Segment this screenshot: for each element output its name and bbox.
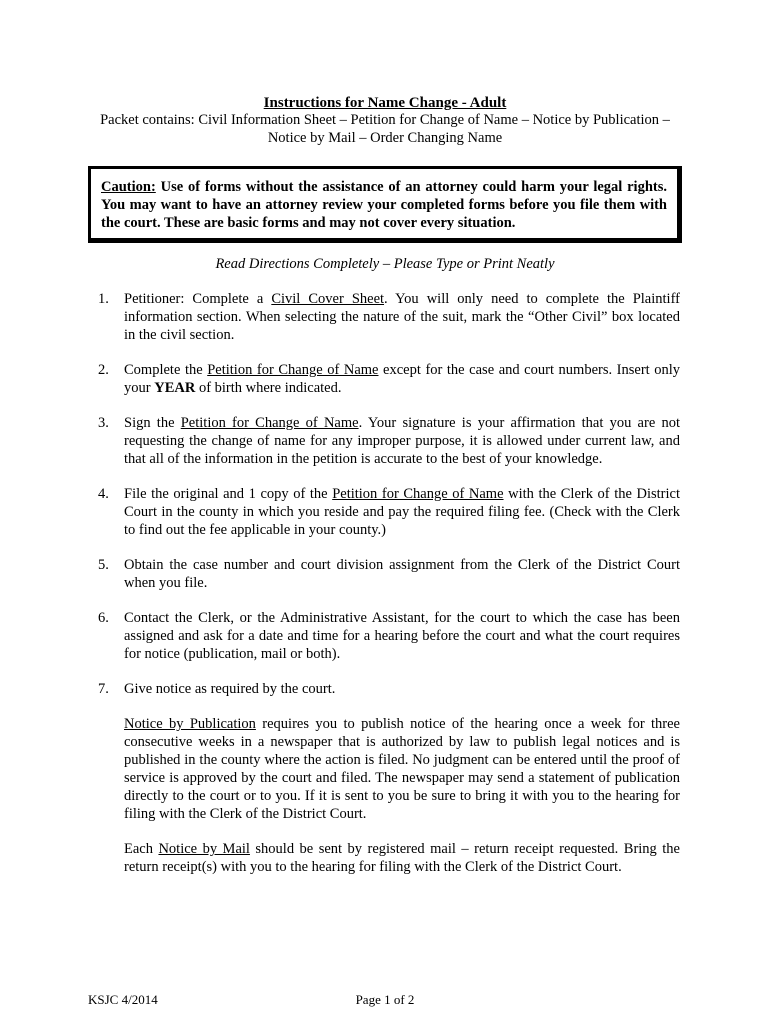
instruction-item-4 <box>98 485 680 539</box>
instruction-item-1 <box>98 290 680 344</box>
year-emphasis: YEAR <box>154 380 196 396</box>
item-number: 4. <box>98 486 109 502</box>
document-title: Instructions for Name Change - Adult <box>263 95 507 111</box>
civil-cover-sheet-reference: Civil Cover Sheet <box>271 291 385 307</box>
page-number: Page 1 of 2 <box>355 992 415 1007</box>
item-text: Obtain the case number and court division assignment from the Clerk of the District Court when you file. <box>124 557 680 591</box>
read-directions-note: Read Directions Completely – Please Type or Print Neatly <box>215 256 555 272</box>
petition-reference: Petition for Change of Name <box>207 362 379 378</box>
caution-text: Use of forms without the assistance of an attorney could harm your legal rights. You may want to have an attorney review your completed forms before you file them with the court. These are basic forms and may not cover every situation. <box>101 179 667 231</box>
item-text: of birth where indicated. <box>195 380 342 396</box>
caution-label: Caution: <box>101 179 156 195</box>
petition-reference: Petition for Change of Name <box>180 415 359 431</box>
notice-by-mail-paragraph <box>98 840 680 876</box>
instruction-item-3 <box>98 414 680 468</box>
caution-box <box>88 166 682 243</box>
item-text: Contact the Clerk, or the Administrative Assistant, for the court to which the case has been assigned and ask for a date and time for a hearing before the court and what the court requires for notice (publication, mail or both). <box>124 610 680 662</box>
item-text: Give notice as required by the court. <box>124 681 336 697</box>
item-text: Complete the <box>124 362 208 378</box>
item-number: 7. <box>98 681 109 697</box>
item-number: 2. <box>98 362 109 378</box>
paragraph-text: Each <box>124 841 159 857</box>
item-text: Petitioner: Complete a <box>124 291 272 307</box>
instructions-list <box>98 290 680 893</box>
item-text: File the original and 1 copy of the <box>124 486 333 502</box>
item-text: . Your signature is your affirmation that you are not requesting the change of name for any improper purpose, it is allowed under current law, and that all of the information in the petition is accurate to the best of your knowledge. <box>124 415 680 467</box>
paragraph-text: should be sent by registered mail – return receipt requested. Bring the return receipt(s) with you to the hearing for filing with the Clerk of the District Court. <box>124 841 680 875</box>
petition-reference: Petition for Change of Name <box>332 486 504 502</box>
notice-by-publication-paragraph <box>98 715 680 823</box>
notice-by-mail-reference: Notice by Mail <box>158 841 250 857</box>
instruction-item-7 <box>98 680 680 698</box>
item-number: 1. <box>98 291 109 307</box>
item-text: with the Clerk of the District Court in the county in which you reside and pay the required filing fee. (Check with the Clerk to find out the fee applicable in your county.) <box>124 486 681 538</box>
item-text: . You will only need to complete the Plaintiff information section. When selecting the nature of the suit, mark the “Other Civil” box located in the civil section. <box>124 291 680 343</box>
form-identifier: KSJC 4/2014 <box>88 992 158 1007</box>
item-number: 6. <box>98 610 109 626</box>
instruction-item-5 <box>98 556 680 592</box>
item-number: 3. <box>98 415 109 431</box>
paragraph-text: requires you to publish notice of the hearing once a week for three consecutive weeks in a newspaper that is authorized by law to publish legal notices and is published in the county where the action is filed. No judgment can be entered until the proof of service is approved by the court and filed. The newspaper may send a statement of publication directly to the court or to you. If it is sent to you be sure to bring it with you to the hearing for filing with the Clerk of the District Court. <box>124 716 680 822</box>
item-number: 5. <box>98 557 109 573</box>
instruction-item-6 <box>98 609 680 663</box>
item-text: Sign the <box>124 415 181 431</box>
instruction-item-2 <box>98 361 680 397</box>
notice-by-publication-reference: Notice by Publication <box>124 716 256 732</box>
packet-contents: Packet contains: Civil Information Sheet – Petition for Change of Name – Notice by Publication – Notice by Mail – Order Changing Name <box>100 112 670 146</box>
item-text: except for the case and court numbers. Insert only your <box>124 362 681 396</box>
